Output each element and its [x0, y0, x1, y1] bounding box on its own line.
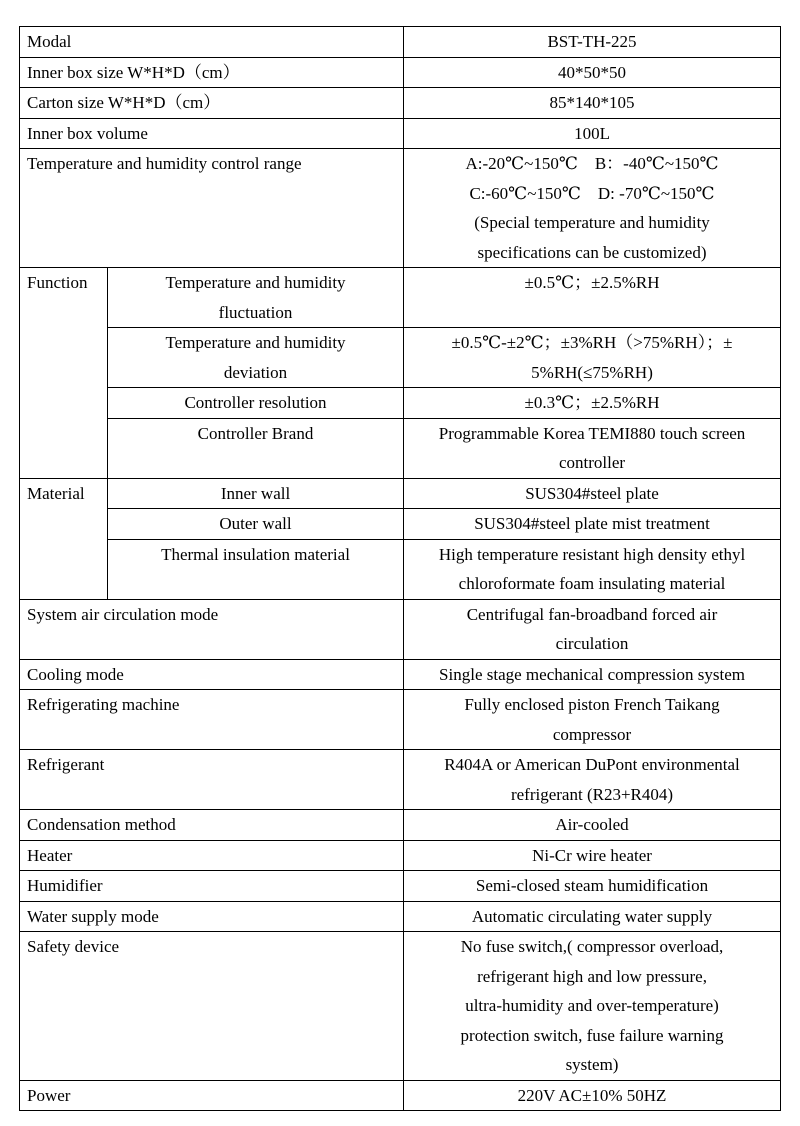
table-row: [20, 1080, 781, 1111]
table-row: [20, 659, 781, 690]
value-line: 5%RH(≤75%RH): [531, 362, 653, 382]
row-label-inner-wall: Inner wall: [108, 478, 404, 509]
table-row: [20, 599, 781, 659]
row-label-power: Power: [20, 1080, 404, 1111]
table-row: [20, 88, 781, 119]
value-line: No fuse switch,( compressor overload,: [460, 937, 724, 956]
value-line: compressor: [552, 724, 632, 744]
value-line: Programmable Korea TEMI880 touch screen: [438, 423, 746, 443]
row-value-inner-box-size: 40*50*50: [404, 57, 781, 88]
row-label-deviation: [108, 328, 404, 388]
label-line: Temperature and humidity: [165, 273, 346, 292]
row-label-safety-device: Safety device: [20, 932, 404, 1081]
table-row: [20, 57, 781, 88]
table-row: [20, 539, 781, 599]
value-line: controller: [558, 453, 626, 472]
row-value-air-circulation: [404, 599, 781, 659]
value-line: C:-60℃~150℃ D: -70℃~150℃: [469, 183, 715, 203]
group-label-function: Function: [20, 268, 108, 479]
row-label-cooling-mode: Cooling mode: [20, 659, 404, 690]
row-value-insulation: [404, 539, 781, 599]
table-row: [20, 901, 781, 932]
value-line: chloroformate foam insulating material: [458, 574, 726, 593]
group-label-material: Material: [20, 478, 108, 599]
row-label-heater: Heater: [20, 840, 404, 871]
value-line: circulation: [555, 634, 629, 653]
row-value-inner-box-volume: 100L: [404, 118, 781, 149]
table-row: [20, 418, 781, 478]
row-value-inner-wall: SUS304#steel plate: [404, 478, 781, 509]
table-row: [20, 268, 781, 328]
specification-table: [19, 26, 781, 1111]
row-label-carton-size: Carton size W*H*D（cm）: [20, 88, 404, 119]
row-value-humidifier: Semi-closed steam humidification: [404, 871, 781, 902]
table-row: [20, 810, 781, 841]
row-label-controller-resolution: Controller resolution: [108, 388, 404, 419]
row-value-refrigerating-machine: [404, 690, 781, 750]
value-line: (Special temperature and humidity: [474, 213, 710, 232]
row-label-water-supply: Water supply mode: [20, 901, 404, 932]
row-label-model: Modal: [20, 27, 404, 58]
table-row: [20, 388, 781, 419]
row-value-carton-size: 85*140*105: [404, 88, 781, 119]
value-line: R404A or American DuPont environmental: [444, 755, 740, 774]
row-value-fluctuation: ±0.5℃；±2.5%RH: [404, 268, 781, 328]
table-row: [20, 149, 781, 268]
table-row: [20, 509, 781, 540]
row-value-outer-wall: SUS304#steel plate mist treatment: [404, 509, 781, 540]
row-label-air-circulation: System air circulation mode: [20, 599, 404, 659]
row-value-cooling-mode: Single stage mechanical compression system: [404, 659, 781, 690]
value-line: specifications can be customized): [477, 242, 707, 262]
value-line: A:-20℃~150℃ B：-40℃~150℃: [465, 154, 719, 173]
table-row: [20, 27, 781, 58]
value-line: ±0.5℃-±2℃；±3%RH（>75%RH）；±: [451, 333, 733, 352]
table-row: [20, 478, 781, 509]
row-value-control-range: [404, 149, 781, 268]
value-line: refrigerant (R23+R404): [510, 784, 674, 804]
table-row: [20, 690, 781, 750]
row-label-inner-box-volume: Inner box volume: [20, 118, 404, 149]
value-line: ultra-humidity and over-temperature): [465, 996, 719, 1015]
label-line: deviation: [223, 362, 288, 382]
table-row: [20, 328, 781, 388]
row-value-deviation: [404, 328, 781, 388]
row-label-fluctuation: [108, 268, 404, 328]
table-row: [20, 840, 781, 871]
row-value-power: 220V AC±10% 50HZ: [404, 1080, 781, 1111]
value-line: Fully enclosed piston French Taikang: [464, 695, 720, 714]
label-line: fluctuation: [218, 302, 293, 322]
table-row: [20, 750, 781, 810]
row-value-water-supply: Automatic circulating water supply: [404, 901, 781, 932]
label-line: Temperature and humidity: [165, 333, 346, 352]
table-row: [20, 932, 781, 1081]
value-line: High temperature resistant high density ethyl: [438, 544, 746, 564]
row-value-heater: Ni-Cr wire heater: [404, 840, 781, 871]
table-row: [20, 118, 781, 149]
row-value-controller-resolution: ±0.3℃；±2.5%RH: [404, 388, 781, 419]
row-label-condensation: Condensation method: [20, 810, 404, 841]
row-label-control-range: Temperature and humidity control range: [20, 149, 404, 268]
row-value-controller-brand: [404, 418, 781, 478]
value-line: system): [565, 1055, 619, 1074]
value-line: Centrifugal fan-broadband forced air: [466, 604, 718, 624]
table-row: [20, 871, 781, 902]
row-label-outer-wall: Outer wall: [108, 509, 404, 540]
row-label-insulation: Thermal insulation material: [108, 539, 404, 599]
row-label-humidifier: Humidifier: [20, 871, 404, 902]
row-label-refrigerant: Refrigerant: [20, 750, 404, 810]
row-label-inner-box-size: Inner box size W*H*D（cm）: [20, 57, 404, 88]
row-value-condensation: Air-cooled: [404, 810, 781, 841]
row-value-model: BST-TH-225: [404, 27, 781, 58]
row-value-refrigerant: [404, 750, 781, 810]
row-label-controller-brand: Controller Brand: [108, 418, 404, 478]
value-line: protection switch, fuse failure warning: [460, 1025, 724, 1045]
value-line: refrigerant high and low pressure,: [477, 966, 707, 986]
row-label-refrigerating-machine: Refrigerating machine: [20, 690, 404, 750]
row-value-safety-device: [404, 932, 781, 1081]
